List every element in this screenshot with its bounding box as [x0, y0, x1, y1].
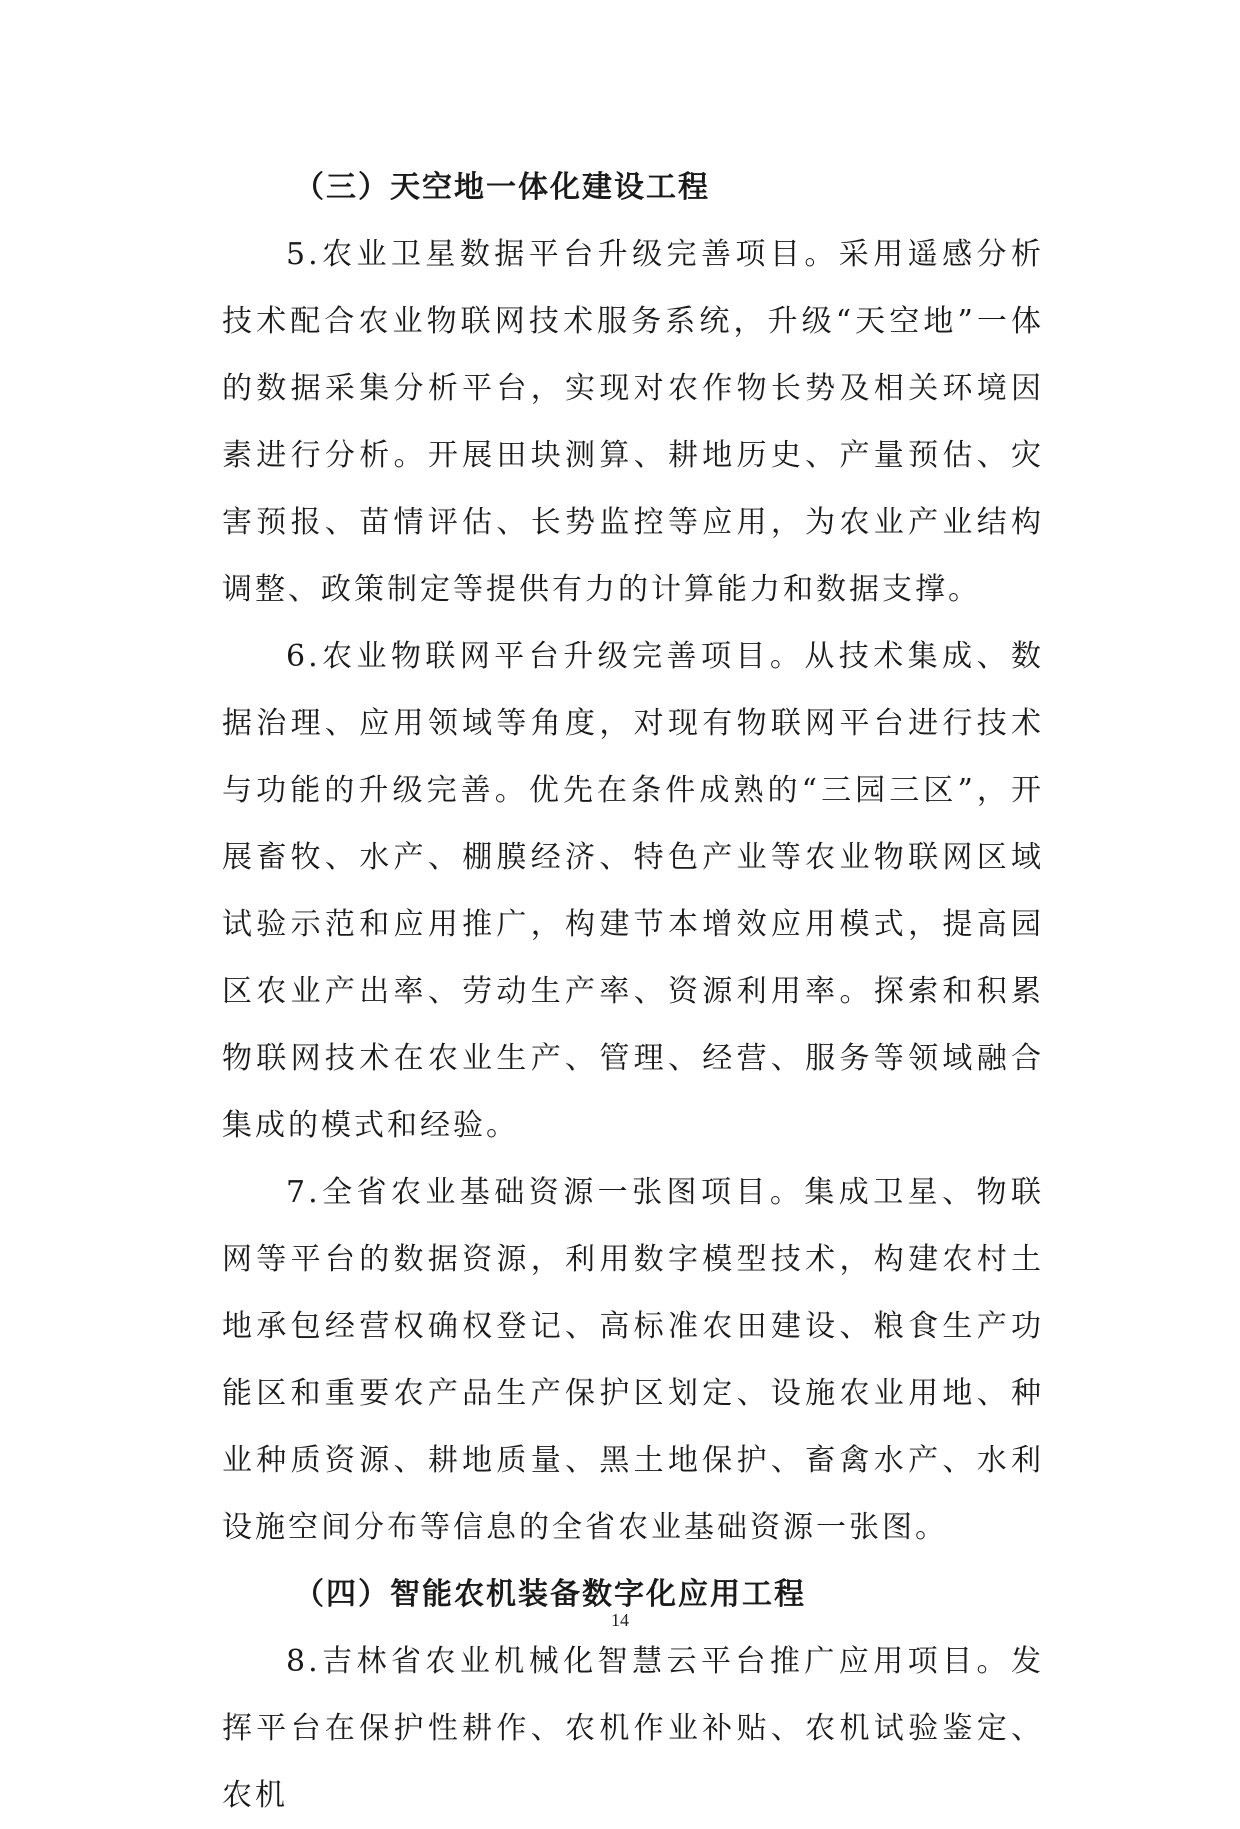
paragraph-item-6: 6.农业物联网平台升级完善项目。从技术集成、数据治理、应用领域等角度，对现有物联网平台进行技术与功能的升级完善。优先在条件成熟的“三园三区”，开展畜牧、水产、棚膜经济、特色产业等农业物联网区域试验示范和应用推广，构建节本增效应用模式，提高园区农业产出率、劳动生产率、资源利用率。探索和积累物联网技术在农业生产、管理、经营、服务等领域融合集成的模式和经验。: [222, 639, 1044, 1143]
paragraph-item-5: 5.农业卫星数据平台升级完善项目。采用遥感分析技术配合农业物联网技术服务系统，升级“天空地”一体的数据采集分析平台，实现对农作物长势及相关环境因素进行分析。开展田块测算、耕地历史、产量预估、灾害预报、苗情评估、长势监控等应用，为农业产业结构调整、政策制定等提供有力的计算能力和数据支撑。: [222, 237, 1044, 607]
document-body: [222, 154, 1044, 1829]
paragraph-item-8: 8.吉林省农业机械化智慧云平台推广应用项目。发挥平台在保护性耕作、农机作业补贴、农机试验鉴定、农机: [222, 1644, 1044, 1813]
section-heading-4: （四）智能农机装备数字化应用工程: [294, 1577, 806, 1612]
page-number: 14: [611, 1610, 629, 1630]
section-heading-3: （三）天空地一体化建设工程: [294, 170, 710, 205]
paragraph-item-7: 7.全省农业基础资源一张图项目。集成卫星、物联网等平台的数据资源，利用数字模型技术，构建农村土地承包经营权确权登记、高标准农田建设、粮食生产功能区和重要农产品生产保护区划定、设施农业用地、种业种质资源、耕地质量、黑土地保护、畜禽水产、水利设施空间分布等信息的全省农业基础资源一张图。: [222, 1175, 1044, 1545]
